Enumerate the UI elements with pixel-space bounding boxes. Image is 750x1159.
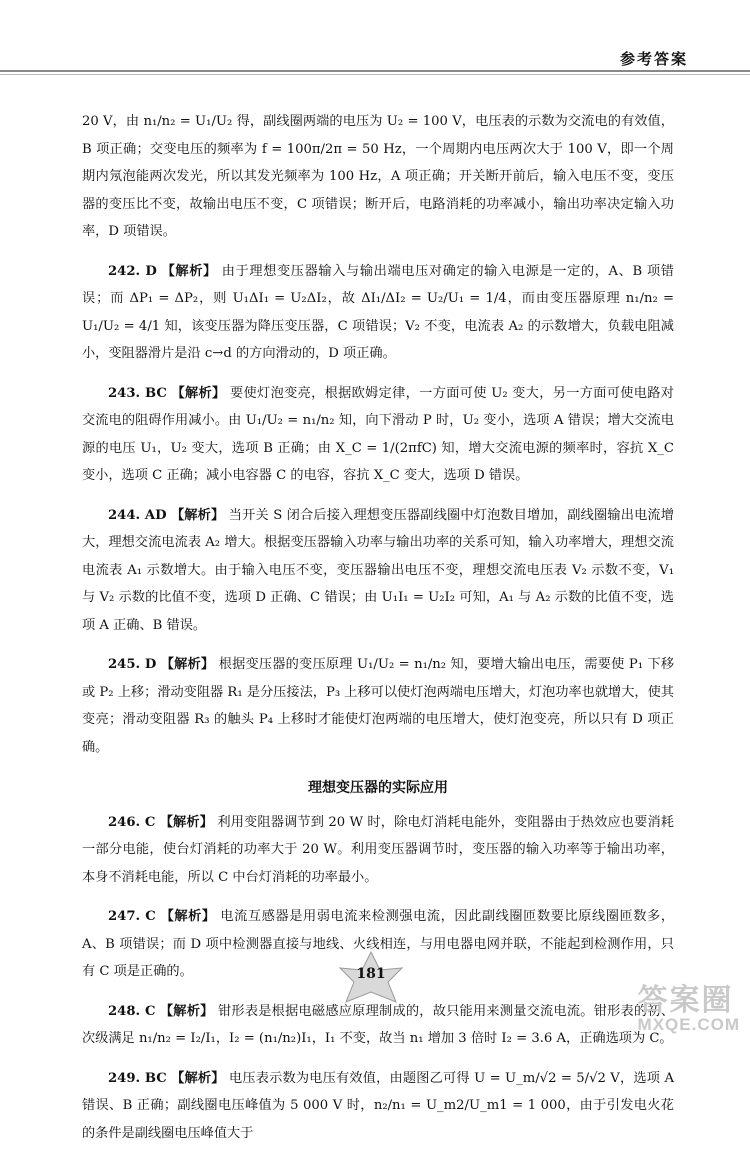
answer-text: 电压表示数为电压有效值，由题图乙可得 U = U_m/√2 = 5/√2 V，选项 A 错误、B 正确；副线圈电压峰值为 5 000 V 时，n₂/n₁ = U_m2/U_m1 = 1 000，由于引发电火花的条件是副线圈电压峰值大于	[82, 1070, 674, 1141]
answer-249	[82, 1065, 674, 1148]
question-number: 247. C	[108, 909, 156, 924]
answer-245	[82, 651, 674, 761]
answer-246	[82, 809, 674, 892]
header-divider-thin	[0, 74, 750, 75]
question-number: 244. AD	[108, 507, 167, 523]
section-title: 理想变压器的实际应用	[308, 780, 448, 796]
answer-text: 利用变阻器调节到 20 W 时，除电灯消耗电能外，变阻器由于热效应也要消耗一部分电能，使台灯消耗的功率大于 20 W。利用变压器调节时，变压器的输入功率等于输出功率，本身不消耗电能，所以 C 中台灯消耗的功率最小。	[82, 814, 674, 885]
question-number: 243. BC	[108, 385, 167, 401]
question-number: 242. D	[108, 263, 157, 279]
question-number: 246. C	[108, 814, 156, 830]
answer-242	[82, 258, 674, 368]
page-number-badge	[326, 950, 416, 1010]
question-number: 248. C	[108, 1003, 156, 1019]
analysis-tag: 【解析】	[171, 385, 226, 401]
answer-241-continued: 20 V，由 n₁/n₂ = U₁/U₂ 得，副线圈两端的电压为 U₂ = 100 V，电压表的示数为交流电的有效值，B 项正确；交变电压的频率为 f = 100π/2π = 50 Hz，一个周期内电压两次大于 100 V，即一个周期内氖泡能两次发光，所以其发光频率为 100 Hz，A 项正确；开关断开前后，输入电压不变，变压器的变压比不变，故输出电压不变，C 项错误；断开后，电路消耗的功率减小，输出功率决定输入功率，D 项错误。	[82, 114, 674, 239]
answer-243	[82, 380, 674, 490]
answer-text: 当开关 S 闭合后接入理想变压器副线圈中灯泡数目增加，副线圈输出电流增大，理想交流电流表 A₂ 增大。根据变压器输入功率与输出功率的关系可知，输入功率增大，理想交流电流表 A₁ 示数增大。由于输入电压不变，变压器输出电压不变，理想交流电压表 V₂ 示数不变，V₁ 与 V₂ 示数的比值不变，选项 D 正确、C 错误；由 U₁I₁ = U₂I₂ 可知，A₁ 与 A₂ 示数的比值不变，选项 A 正确、B 错误。	[82, 507, 674, 633]
analysis-tag: 【解析】	[160, 909, 216, 924]
answer-text: 要使灯泡变亮，根据欧姆定律，一方面可使 U₂ 变大，另一方面可使电路对交流电的阻碍作用减小。由 U₁/U₂ = n₁/n₂ 知，向下滑动 P 时，U₂ 变小，选项 A 错误；增大交流电源的电压 U₁，U₂ 变大，选项 B 正确；由 X_C = 1/(2πfC) 知，增大交流电源的频率时，容抗 X_C 变小，选项 C 正确；减小电容器 C 的电容，容抗 X_C 变大，选项 D 错误。	[82, 385, 674, 483]
question-number: 245. D	[108, 657, 157, 672]
analysis-tag: 【解析】	[159, 814, 214, 830]
page-number: 181	[356, 966, 386, 982]
analysis-tag: 【解析】	[161, 263, 217, 279]
analysis-tag: 【解析】	[171, 1070, 225, 1086]
watermark-top-text: 答案圈	[637, 984, 734, 1017]
header-title: 参考答案	[619, 50, 688, 68]
watermark-bottom-text: MXQE.COM	[637, 1015, 740, 1034]
answer-text: 根据变压器的变压原理 U₁/U₂ = n₁/n₂ 知，要增大输出电压，需要使 P₁ 下移或 P₂ 上移；滑动变阻器 R₁ 是分压接法，P₃ 上移可以使灯泡两端电压增大，灯泡功率也就增大，使其变亮；滑动变阻器 R₃ 的触头 P₄ 上移时才能使灯泡两端的电压增大，使灯泡变亮，所以只有 D 项正确。	[82, 657, 675, 755]
answer-244	[82, 502, 674, 640]
analysis-tag: 【解析】	[170, 507, 225, 523]
header-divider	[0, 70, 750, 72]
answer-text: 电流互感器是用弱电流来检测强电流，因此副线圈匝数要比原线圈匝数多，A、B 项错误；而 D 项中检测器直接与地线、火线相连，与用电器电网并联，不能起到检测作用，只有 C 项是正确的。	[82, 909, 675, 979]
question-number: 249. BC	[108, 1070, 167, 1086]
answer-text: 由于理想变压器输入与输出端电压对确定的输入电源是一定的，A、B 项错误；而 ΔP₁ = ΔP₂，则 U₁ΔI₁ = U₂ΔI₂，故 ΔI₁/ΔI₂ = U₂/U₁ = 1/4，而由变压器原理 n₁/n₂ = U₁/U₂ = 4/1 知，该变压器为降压变压器，C 项错误；V₂ 不变，电流表 A₂ 的示数增大，负载电阻减小，变阻器滑片是沿 c→d 的方向滑动的，D 项正确。	[82, 263, 674, 361]
analysis-tag: 【解析】	[159, 1003, 214, 1019]
analysis-tag: 【解析】	[160, 657, 215, 672]
watermark-logo	[638, 975, 740, 1035]
answer-text: 钳形表是根据电磁感应原理制成的，故只能用来测量交流电流。钳形表的初、次级满足 n₁/n₂ = I₂/I₁，I₂ = (n₁/n₂)I₁，I₁ 不变，故当 n₁ 增加 3 倍时 I₂ = 3.6 A，正确选项为 C。	[82, 1003, 675, 1046]
